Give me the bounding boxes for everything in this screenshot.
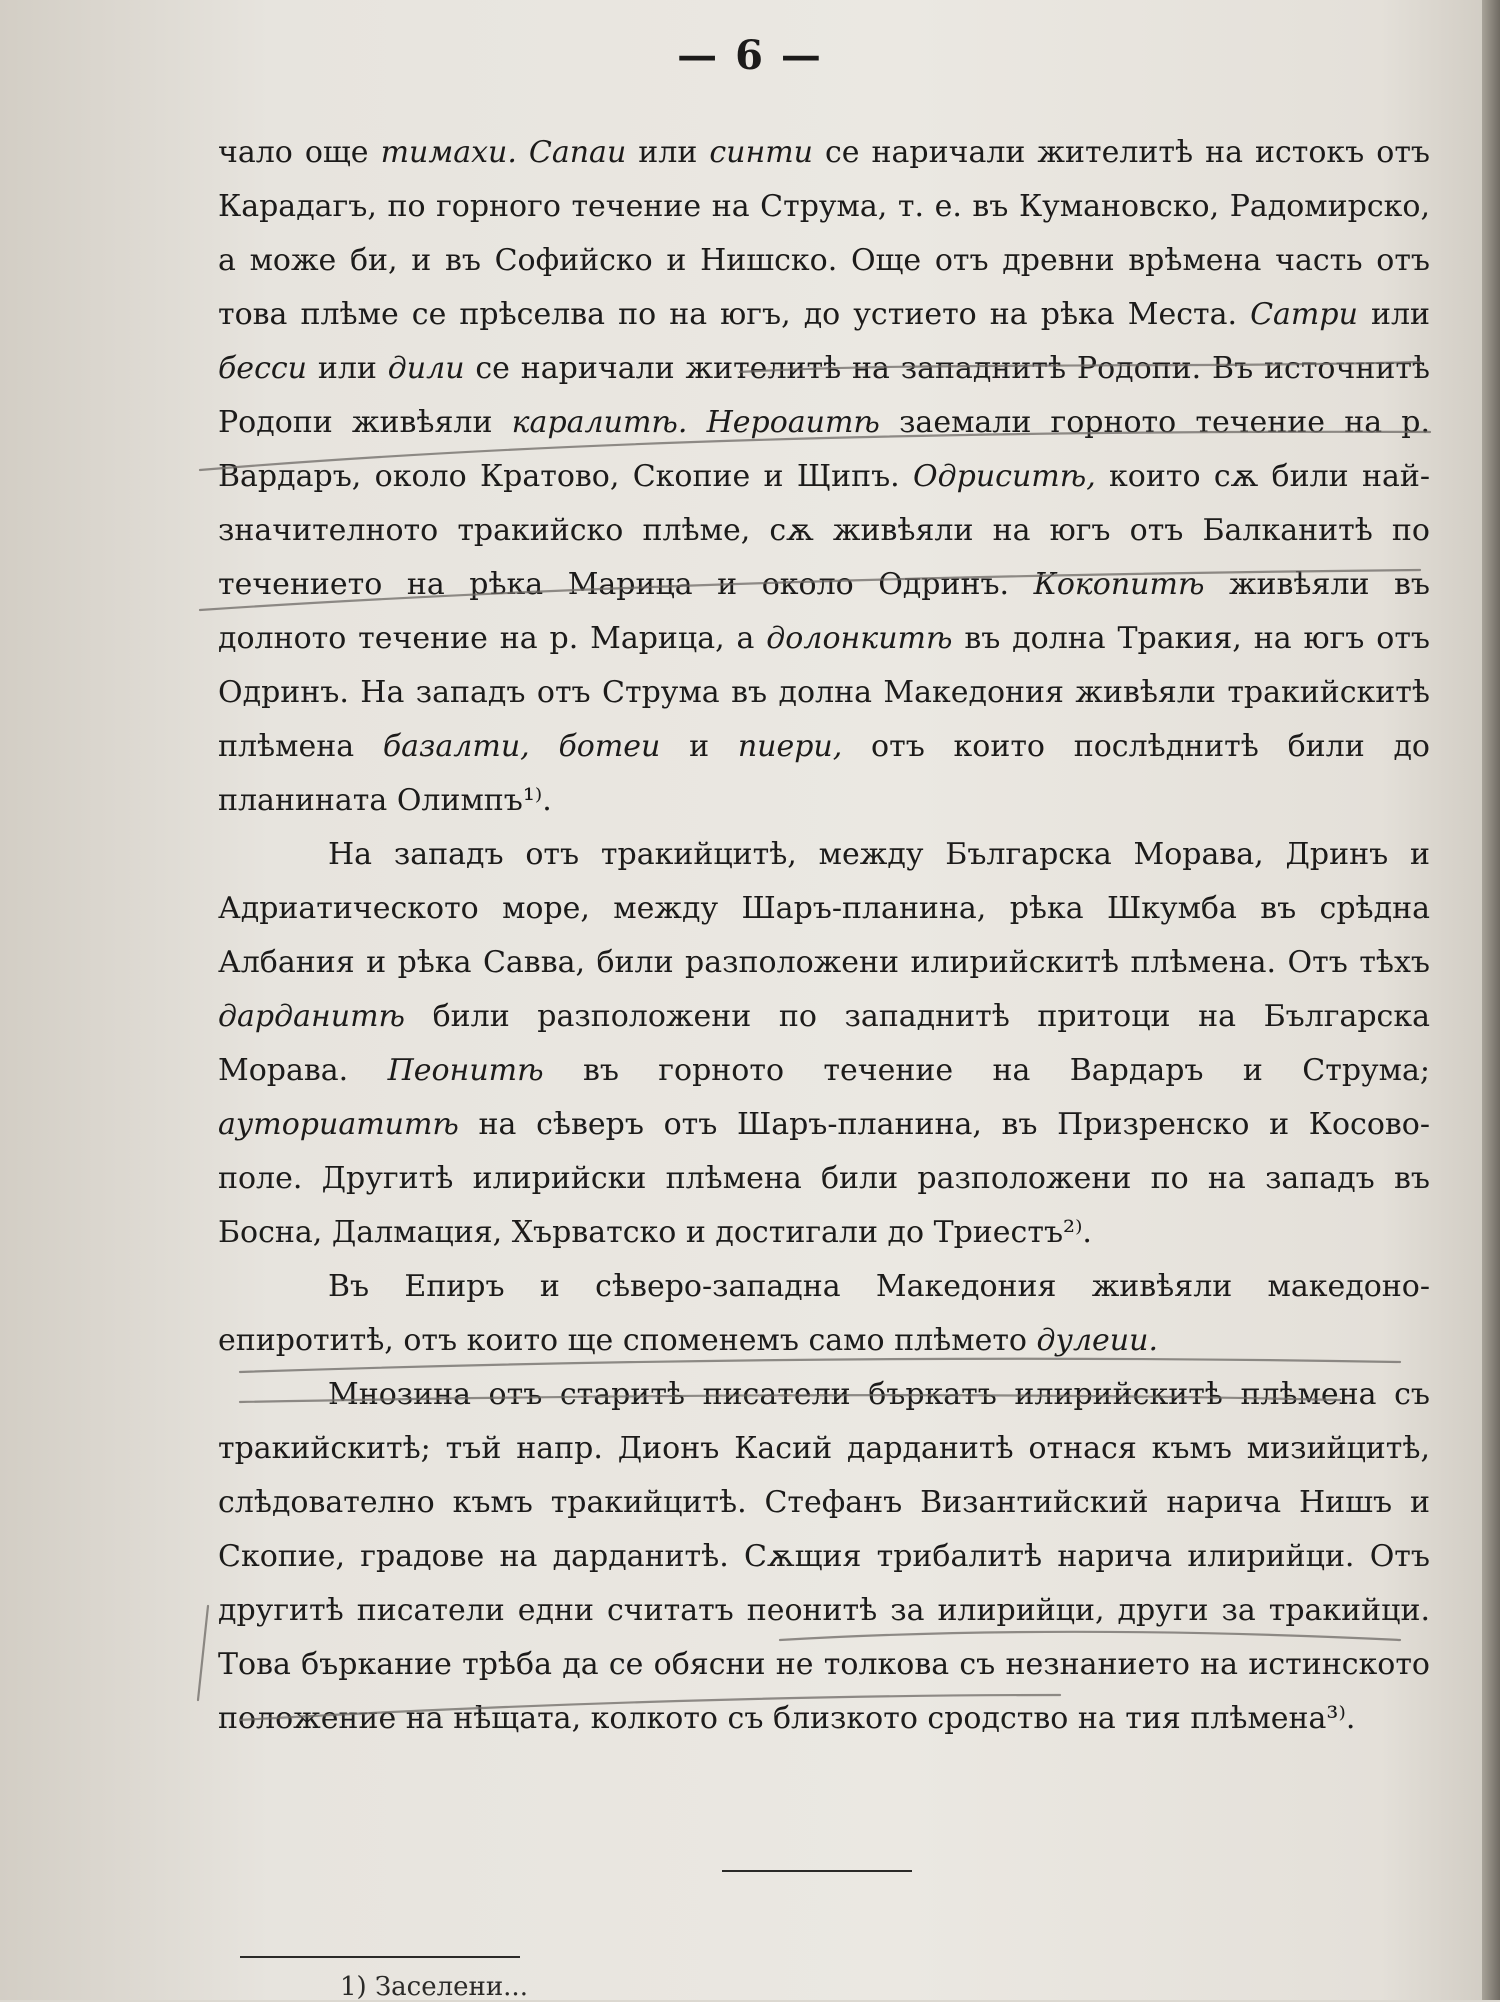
italic-term: дулеии. [1036,1323,1158,1358]
text-run: Мнозина отъ старитѣ писатели бъркатъ илирийскитѣ плѣмена съ тракийскитѣ; тъй напр. Дионъ Касий дарданитѣ отнася къмъ мизийцитѣ, слѣдователно къмъ тракийцитѣ. Стефанъ Византийский нарича Нишъ и Скопие, градове на дарданитѣ. Сѫщия трибалитѣ нарича илирийци. Отъ другитѣ писатели едни считатъ пеонитѣ за илирийци, други за тракийци. Това бъркание трѣба да се обясни не толкова съ незнанието на истинското положение на нѣщата, колкото съ близкото сродство на тия плѣмена³⁾. [218,1377,1430,1736]
text-run: които сѫ били най-значителното тракийско плѣме, сѫ живѣяли на югъ отъ Балканитѣ по течението на рѣка Марица и около Одринъ. [218,459,1430,602]
text-run: въ горното течение на Вардаръ и Струма; [543,1053,1431,1088]
text-run: чало още [218,135,381,170]
text-run: Въ Епиръ и сѣверо-западна Македония живѣяли македоно-епиротитѣ, отъ които ще споменемъ само плѣмето [218,1269,1430,1358]
italic-term: Кокопитѣ [1033,567,1205,602]
text-run: били разположени по западнитѣ притоци на Българска Морава. [218,999,1430,1088]
footnote-rule [240,1956,520,1958]
italic-term: ботеи [558,729,661,764]
footnote-text: 1) Заселени... [340,1972,528,2002]
italic-term: аутoриатитѣ [218,1107,459,1142]
text-run [517,135,529,170]
pencil-margin-mark [198,1606,208,1700]
text-run [687,405,706,440]
text-run: На западъ отъ тракийцитѣ, между Българска Морава, Дринъ и Адриатическото море, между Шаръ-планина, рѣка Шкумба въ срѣдна Албания и рѣка Савва, били разположени илирийскитѣ плѣмена. Отъ тѣхъ [218,837,1430,980]
italic-term: дарданитѣ [218,999,406,1034]
body-text [218,126,1430,1746]
text-run: заемали горното течение на р. Вардаръ, около Кратово, Скопие и Щипъ. [218,405,1430,494]
italic-term: Нероаитѣ [706,405,880,440]
page-number: — 6 — [677,32,823,79]
text-run: въ долна Тракия, на югъ отъ Одринъ. На западъ отъ Струма въ долна Македония живѣяли тракийскитѣ плѣмена [218,621,1430,764]
italic-term: Одриситѣ, [913,459,1096,494]
text-run: и [660,729,738,764]
text-run: отъ които послѣднитѣ били до планината Олимпъ¹⁾. [218,729,1430,818]
italic-term: Сатри [1250,297,1358,332]
italic-term: Сапаи [528,135,627,170]
text-run: живѣяли въ долното течение на р. Марица, а [218,567,1430,656]
text-run: се наричали жителитѣ на западнитѣ Родопи. Въ источнитѣ Родопи живѣяли [218,351,1431,440]
italic-term: синти [709,135,813,170]
italic-term: тимахи. [380,135,517,170]
text-run: се наричали жителитѣ на истокъ отъ Карадагъ, по горного течение на Струма, т. е. въ Кумановско, Радомирско, а може би, и въ Софийско и Нишско. Още отъ древни врѣмена часть отъ това плѣме се прѣселва по на югъ, до устието на рѣка Места. [218,135,1431,332]
section-separator [722,1870,912,1872]
paragraph [218,126,1430,828]
page-gutter [1482,0,1500,2000]
text-run [530,729,559,764]
italic-term: пиери, [737,729,843,764]
italic-term: долонкитѣ [766,621,953,656]
text-run: или [307,351,388,386]
text-run: на сѣверъ отъ Шаръ-планина, въ Призренско и Косово-поле. Другитѣ илирийски плѣмена били разположени по на западъ въ Босна, Далмация, Хърватско и достигали до Триестъ²⁾. [218,1107,1430,1250]
italic-term: бесси [218,351,307,386]
paragraph [218,1260,1430,1368]
italic-term: Пеонитѣ [387,1053,544,1088]
italic-term: базалти, [382,729,530,764]
paragraph [218,828,1430,1260]
text-run: или [1357,297,1430,332]
text-run: или [626,135,710,170]
paragraph [218,1368,1430,1746]
italic-term: дили [387,351,465,386]
italic-term: каралитѣ. [511,405,688,440]
